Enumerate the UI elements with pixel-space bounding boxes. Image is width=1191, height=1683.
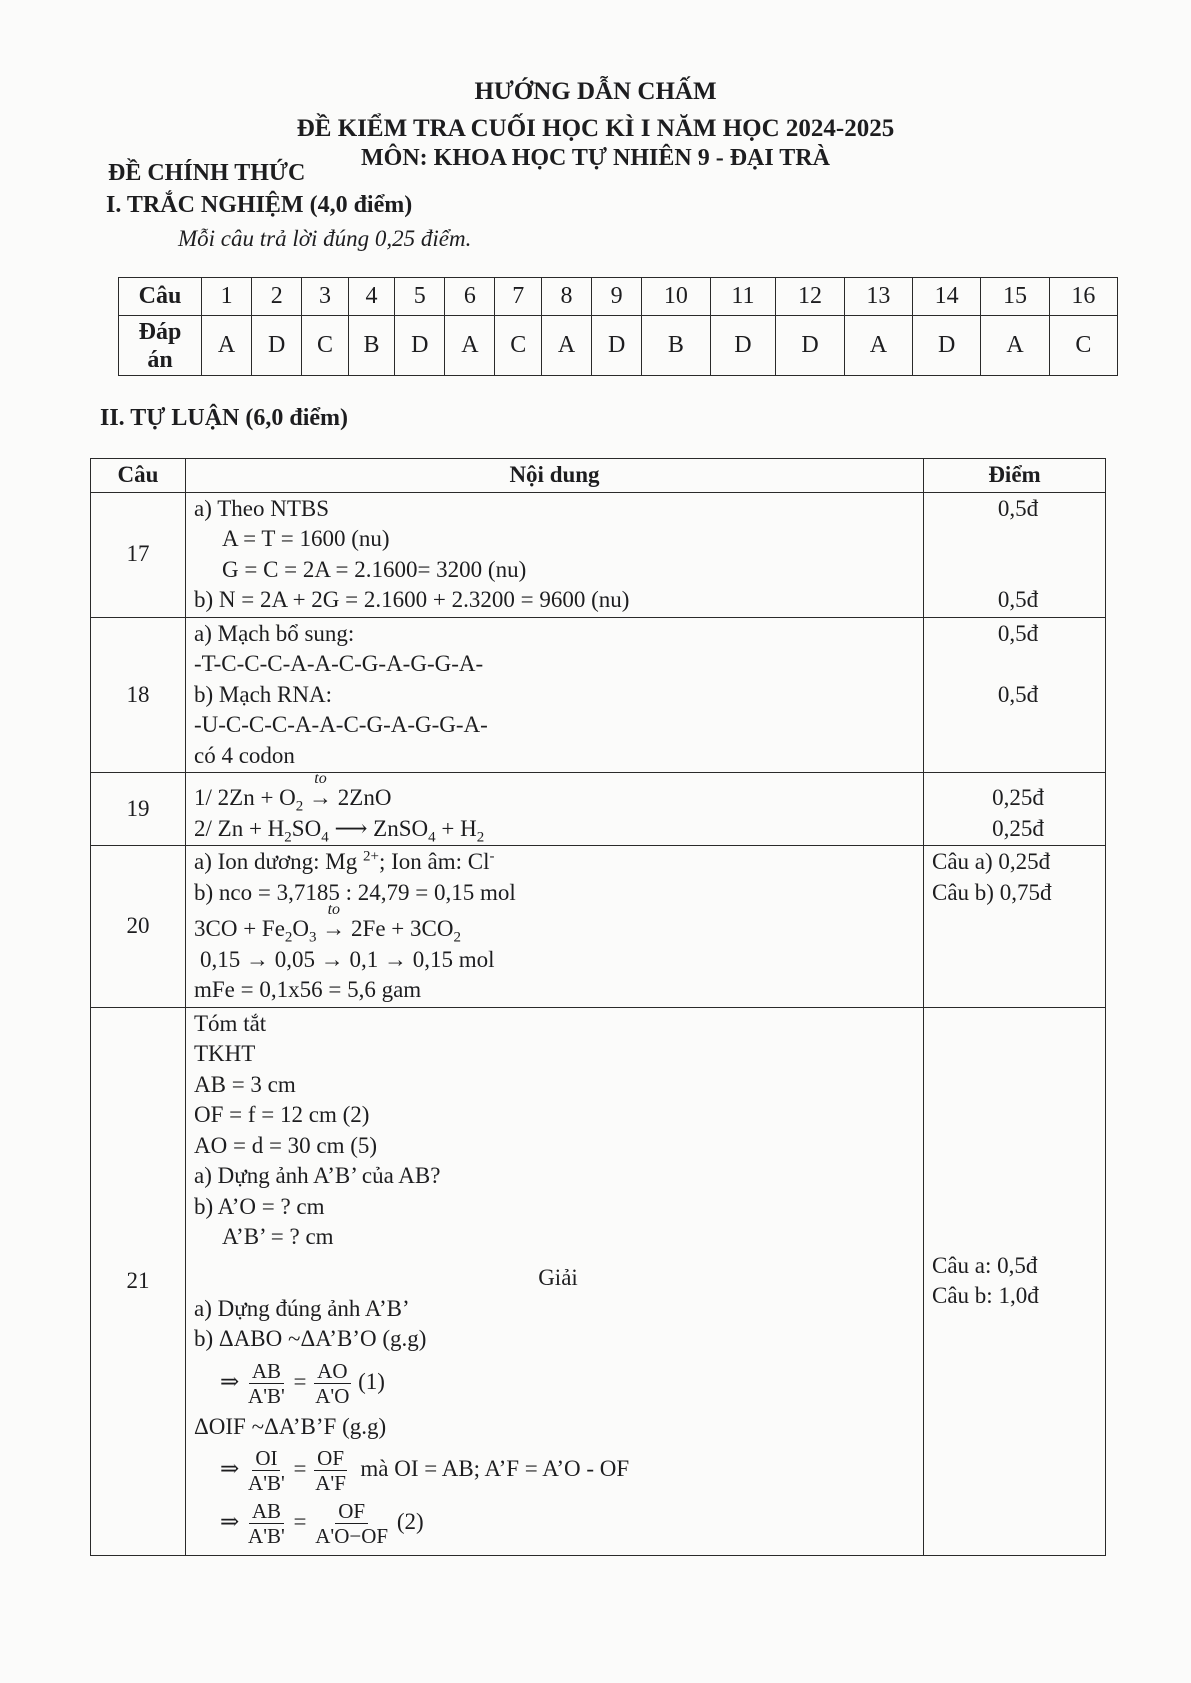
essay-row-18	[91, 617, 1106, 773]
content-line: b) ΔABO ~ΔA’B’O (g.g)	[194, 1326, 427, 1351]
question-number: 15	[981, 278, 1049, 316]
fraction	[245, 1359, 288, 1408]
points-value: 0,5đ	[997, 620, 1039, 646]
superscript: -	[489, 848, 495, 865]
answer-content	[186, 492, 924, 617]
fraction	[312, 1499, 391, 1548]
reaction-arrow	[309, 770, 333, 814]
question-number: 11	[710, 278, 776, 316]
content-line: b) N = 2A + 2G = 2.1600 + 2.3200 = 9600 (nu)	[194, 587, 630, 612]
content-line: OF = f = 12 cm (2)	[194, 1102, 370, 1127]
content-line: AB = 3 cm	[194, 1071, 296, 1097]
formula-note: (1)	[358, 1368, 385, 1394]
reaction-line	[194, 770, 922, 815]
content-text: ; Ion âm: Cl	[378, 849, 490, 874]
points-value: 0,25đ	[992, 785, 1044, 810]
subscript: 2	[284, 929, 293, 946]
reaction-text: + H	[441, 815, 477, 841]
question-number: 14	[913, 278, 981, 316]
equals-sign: =	[293, 1508, 307, 1534]
numerator: OF	[335, 1499, 368, 1524]
doc-title: HƯỚNG DẪN CHẤM	[474, 78, 717, 105]
content-line: b) Mạch RNA:	[194, 681, 332, 707]
content-line: a) Dựng đúng ảnh A’B’	[194, 1295, 410, 1321]
col-header-content: Nội dung	[186, 459, 924, 493]
essay-row-21	[91, 1007, 1106, 1556]
arrow-glyph: →	[322, 916, 346, 941]
essay-row-19	[91, 773, 1106, 846]
points-cell	[924, 617, 1106, 773]
answer-row-label	[119, 316, 202, 376]
question-number: 21	[91, 1007, 186, 1556]
question-number: 19	[91, 773, 186, 846]
fraction	[245, 1499, 288, 1548]
fraction	[245, 1446, 288, 1495]
doc-subtitle: ĐỀ KIỂM TRA CUỐI HỌC KÌ I NĂM HỌC 2024-2025	[296, 115, 895, 142]
answer-content	[186, 617, 924, 773]
content-line: b) nco = 3,7185 : 24,79 = 0,15 mol	[194, 879, 516, 905]
denominator: A'O	[315, 1383, 350, 1408]
content-line: -U-C-C-C-A-A-C-G-A-G-G-A-	[194, 712, 488, 737]
points-value: Câu a) 0,25đ	[932, 849, 1051, 874]
subscript: 2	[453, 929, 461, 946]
question-row	[119, 278, 1118, 316]
numerator: AB	[249, 1359, 284, 1384]
content-line: có 4 codon	[194, 742, 295, 768]
answer-key-table	[118, 277, 1118, 376]
points-cell	[924, 492, 1106, 617]
equals-sign: =	[293, 1368, 307, 1394]
content-line: AO = d = 30 cm (5)	[194, 1132, 378, 1158]
superscript: 2+	[363, 848, 379, 865]
answer-label-line1: Đáp	[138, 318, 182, 345]
question-number: 17	[91, 492, 186, 617]
essay-header-row	[91, 459, 1106, 493]
question-number: 1	[202, 278, 252, 316]
question-number: 12	[776, 278, 844, 316]
content-line: mFe = 0,1x56 = 5,6 gam	[194, 977, 422, 1002]
formula-line	[194, 1359, 922, 1408]
reaction-text: 1/ 2Zn + O	[194, 785, 296, 810]
content-line	[194, 847, 922, 878]
reaction-text: SO	[291, 815, 322, 841]
question-number: 20	[91, 846, 186, 1008]
content-line: G = C = 2A = 2.1600= 3200 (nu)	[222, 556, 527, 582]
question-number: 2	[252, 278, 302, 316]
content-line: b) A’O = ? cm	[194, 1193, 325, 1219]
denominator: A'B'	[248, 1383, 285, 1408]
subscript: 2	[476, 829, 485, 846]
question-number: 4	[348, 278, 394, 316]
points-cell	[924, 846, 1106, 1008]
fraction	[312, 1359, 352, 1408]
formula-note: (2)	[396, 1508, 424, 1534]
reaction-text: O	[292, 916, 310, 941]
answer-cell: A	[541, 316, 591, 376]
equals-sign: =	[293, 1455, 307, 1481]
subscript: 2	[295, 798, 304, 815]
reaction-text: 2ZnO	[337, 785, 392, 810]
points-value: Câu b) 0,75đ	[932, 879, 1052, 905]
question-number: 7	[495, 278, 541, 316]
implies-symbol: ⇒	[220, 1508, 240, 1534]
points-cell	[924, 773, 1106, 846]
question-number: 16	[1049, 278, 1117, 316]
arrow-glyph: →	[309, 785, 333, 810]
reaction-text: ZnSO	[373, 815, 429, 841]
answer-cell: C	[1049, 316, 1117, 376]
content-line: A = T = 1600 (nu)	[222, 526, 390, 551]
arrow-glyph: ⟶	[334, 815, 368, 841]
formula-line	[194, 1446, 922, 1495]
question-number: 13	[844, 278, 912, 316]
formula-note: mà OI = AB; A’F = A’O - OF	[360, 1455, 630, 1481]
content-line: a) Dựng ảnh A’B’ của AB?	[194, 1163, 441, 1188]
content-line: ΔOIF ~ΔA’B’F (g.g)	[194, 1413, 387, 1439]
essay-row-20	[91, 846, 1106, 1008]
points-value: 0,25đ	[992, 815, 1044, 841]
content-line: TKHT	[194, 1041, 256, 1066]
official-label: ĐỀ CHÍNH THỨC	[108, 160, 306, 186]
col-header-points: Điểm	[924, 459, 1106, 493]
answer-cell: A	[202, 316, 252, 376]
answer-cell: C	[302, 316, 348, 376]
reaction-text: 2Fe + 3CO	[351, 916, 454, 941]
content-text: a) Ion dương: Mg	[194, 849, 358, 874]
points-value: 0,5đ	[997, 681, 1039, 707]
points-value: 0,5đ	[997, 495, 1039, 521]
col-header-question: Câu	[91, 459, 186, 493]
answer-content	[186, 770, 924, 846]
answer-cell: C	[495, 316, 541, 376]
answer-row	[119, 316, 1118, 376]
denominator: A'O−OF	[315, 1524, 389, 1548]
points-cell	[924, 1007, 1106, 1556]
question-number: 8	[541, 278, 591, 316]
question-number: 18	[91, 617, 186, 773]
question-number: 3	[302, 278, 348, 316]
question-number: 10	[642, 278, 710, 316]
points-value: Câu a: 0,5đ	[932, 1252, 1038, 1278]
points-value: Câu b: 1,0đ	[932, 1283, 1039, 1309]
denominator: A'B'	[248, 1471, 285, 1495]
subscript: 3	[309, 929, 317, 946]
numerator: OI	[252, 1446, 280, 1471]
answer-cell: B	[348, 316, 394, 376]
reaction-line	[194, 901, 922, 946]
content-line: A’B’ = ? cm	[222, 1224, 334, 1249]
formula-line	[194, 1499, 922, 1548]
section1-note: Mỗi câu trả lời đúng 0,25 điểm.	[178, 226, 472, 251]
numerator: AB	[249, 1499, 284, 1524]
section1-title: I. TRẮC NGHIỆM (4,0 điểm)	[106, 192, 413, 218]
question-number: 9	[592, 278, 642, 316]
subscript: 4	[428, 829, 436, 846]
answer-cell: A	[981, 316, 1049, 376]
answer-cell: B	[642, 316, 710, 376]
answer-cell: A	[445, 316, 495, 376]
numerator: AO	[314, 1359, 350, 1384]
numerator: OF	[314, 1446, 347, 1471]
content-line: -T-C-C-C-A-A-C-G-A-G-G-A-	[194, 651, 484, 676]
implies-symbol: ⇒	[220, 1455, 240, 1481]
question-number: 5	[395, 278, 445, 316]
arrow-condition: to	[327, 901, 341, 918]
answer-cell: D	[776, 316, 844, 376]
answer-cell: D	[252, 316, 302, 376]
answer-cell: A	[844, 316, 912, 376]
arrow-condition: to	[314, 770, 327, 787]
reaction-text: 3CO + Fe	[194, 916, 285, 941]
doc-subject: MÔN: KHOA HỌC TỰ NHIÊN 9 - ĐẠI TRÀ	[361, 145, 830, 171]
denominator: A'B'	[248, 1524, 285, 1548]
answer-cell: D	[710, 316, 776, 376]
content-line: a) Theo NTBS	[194, 495, 330, 521]
answer-cell: D	[913, 316, 981, 376]
answer-content	[186, 1007, 924, 1556]
subscript: 2	[284, 829, 292, 846]
answer-label-line2: án	[147, 346, 173, 373]
reaction-text: 2/ Zn + H	[194, 815, 285, 841]
answer-content	[186, 846, 924, 1008]
implies-symbol: ⇒	[220, 1368, 240, 1394]
essay-table	[90, 458, 1106, 1556]
content-line: a) Mạch bổ sung:	[194, 620, 355, 646]
reaction-arrow	[322, 901, 346, 945]
essay-row-17	[91, 492, 1106, 617]
answer-cell: D	[395, 316, 445, 376]
question-row-label: Câu	[119, 278, 202, 316]
content-line: Tóm tắt	[194, 1010, 267, 1036]
question-number: 6	[445, 278, 495, 316]
fraction	[312, 1446, 349, 1495]
answer-cell: D	[592, 316, 642, 376]
points-value: 0,5đ	[997, 587, 1039, 612]
subscript: 4	[321, 829, 329, 846]
section2-title: II. TỰ LUẬN (6,0 điểm)	[100, 405, 349, 431]
content-line: 0,15 → 0,05 → 0,1 → 0,15 mol	[200, 946, 495, 972]
denominator: A'F	[315, 1471, 346, 1495]
reaction-line	[194, 814, 922, 845]
content-line: Giải	[538, 1265, 578, 1290]
